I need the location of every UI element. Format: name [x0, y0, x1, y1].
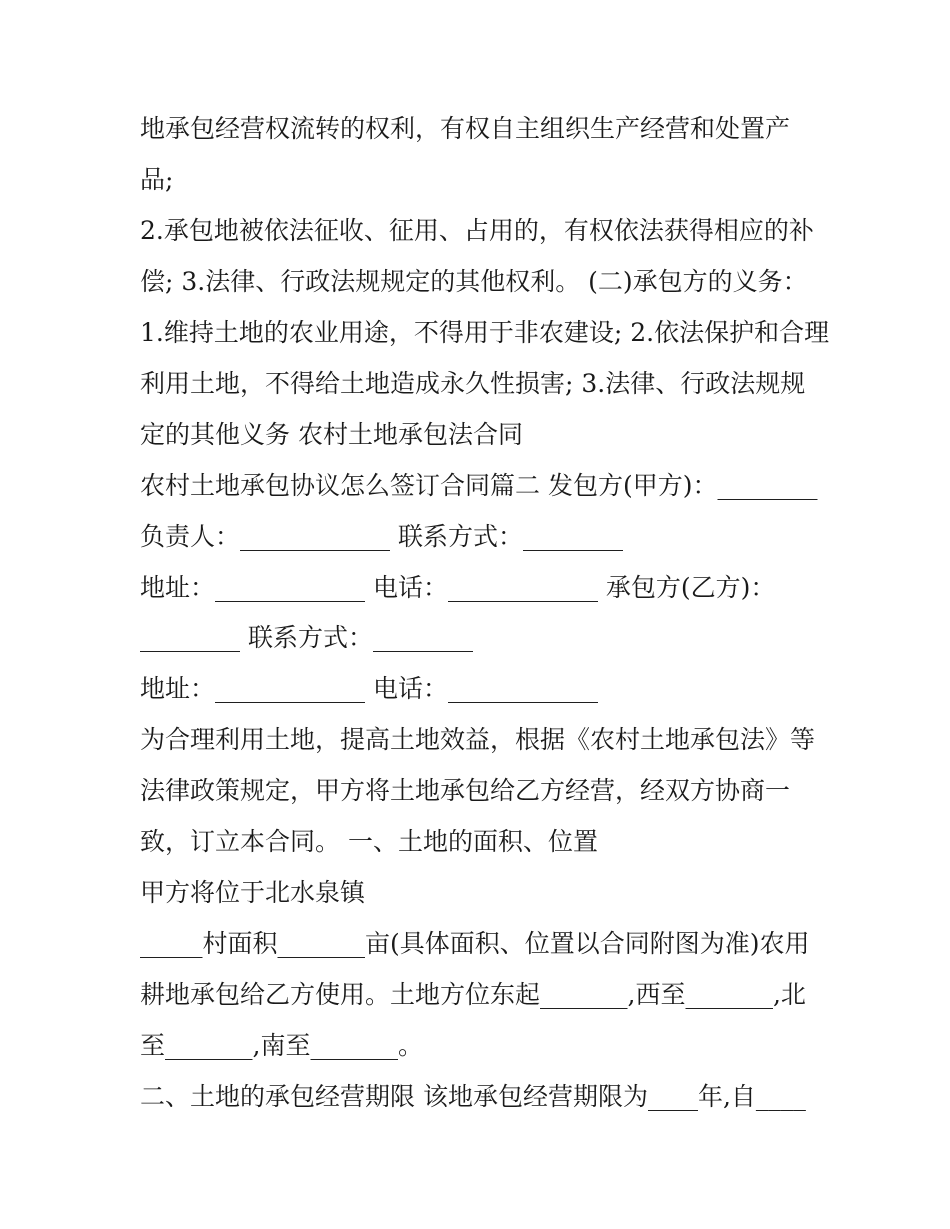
- text-line: ________ 联系方式：________: [140, 623, 473, 652]
- text-line: 耕地承包给乙方使用。土地方位东起_______,西至_______,北: [140, 980, 806, 1009]
- text-line: 致，订立本合同。 一、土地的面积、位置: [140, 827, 598, 856]
- text-line: 负责人：____________ 联系方式：________: [140, 522, 623, 551]
- text-line: 1.维持土地的农业用途，不得用于非农建设; 2.依法保护和合理: [140, 318, 830, 347]
- text-line: 利用土地，不得给土地造成永久性损害; 3.法律、行政法规规: [140, 369, 806, 398]
- text-line: 定的其他义务 农村土地承包法合同: [140, 420, 523, 449]
- text-line: 品;: [140, 165, 174, 194]
- text-line: 地址：____________ 电话：____________: [140, 674, 598, 703]
- text-line: _____村面积_______亩(具体面积、位置以合同附图为准)农用: [140, 929, 810, 958]
- text-line: 法律政策规定，甲方将土地承包给乙方经营，经双方协商一: [140, 776, 791, 805]
- text-line: 农村土地承包协议怎么签订合同篇二 发包方(甲方)：________: [140, 471, 818, 500]
- text-line: 2.承包地被依法征收、征用、占用的，有权依法获得相应的补: [140, 216, 814, 245]
- text-line: 为合理利用土地，提高土地效益，根据《农村土地承包法》等: [140, 725, 816, 754]
- text-line: 地址：____________ 电话：____________ 承包方(乙方)：: [140, 573, 776, 602]
- text-line: 二、土地的承包经营期限 该地承包经营期限为____年,自____: [140, 1082, 806, 1111]
- text-line: 偿; 3.法律、行政法规规定的其他权利。 (二)承包方的义务：: [140, 267, 808, 296]
- text-line: 甲方将位于北水泉镇: [140, 878, 366, 907]
- text-line: 地承包经营权流转的权利，有权自主组织生产经营和处置产: [140, 114, 791, 143]
- text-line: 至_______,南至_______。: [140, 1031, 423, 1060]
